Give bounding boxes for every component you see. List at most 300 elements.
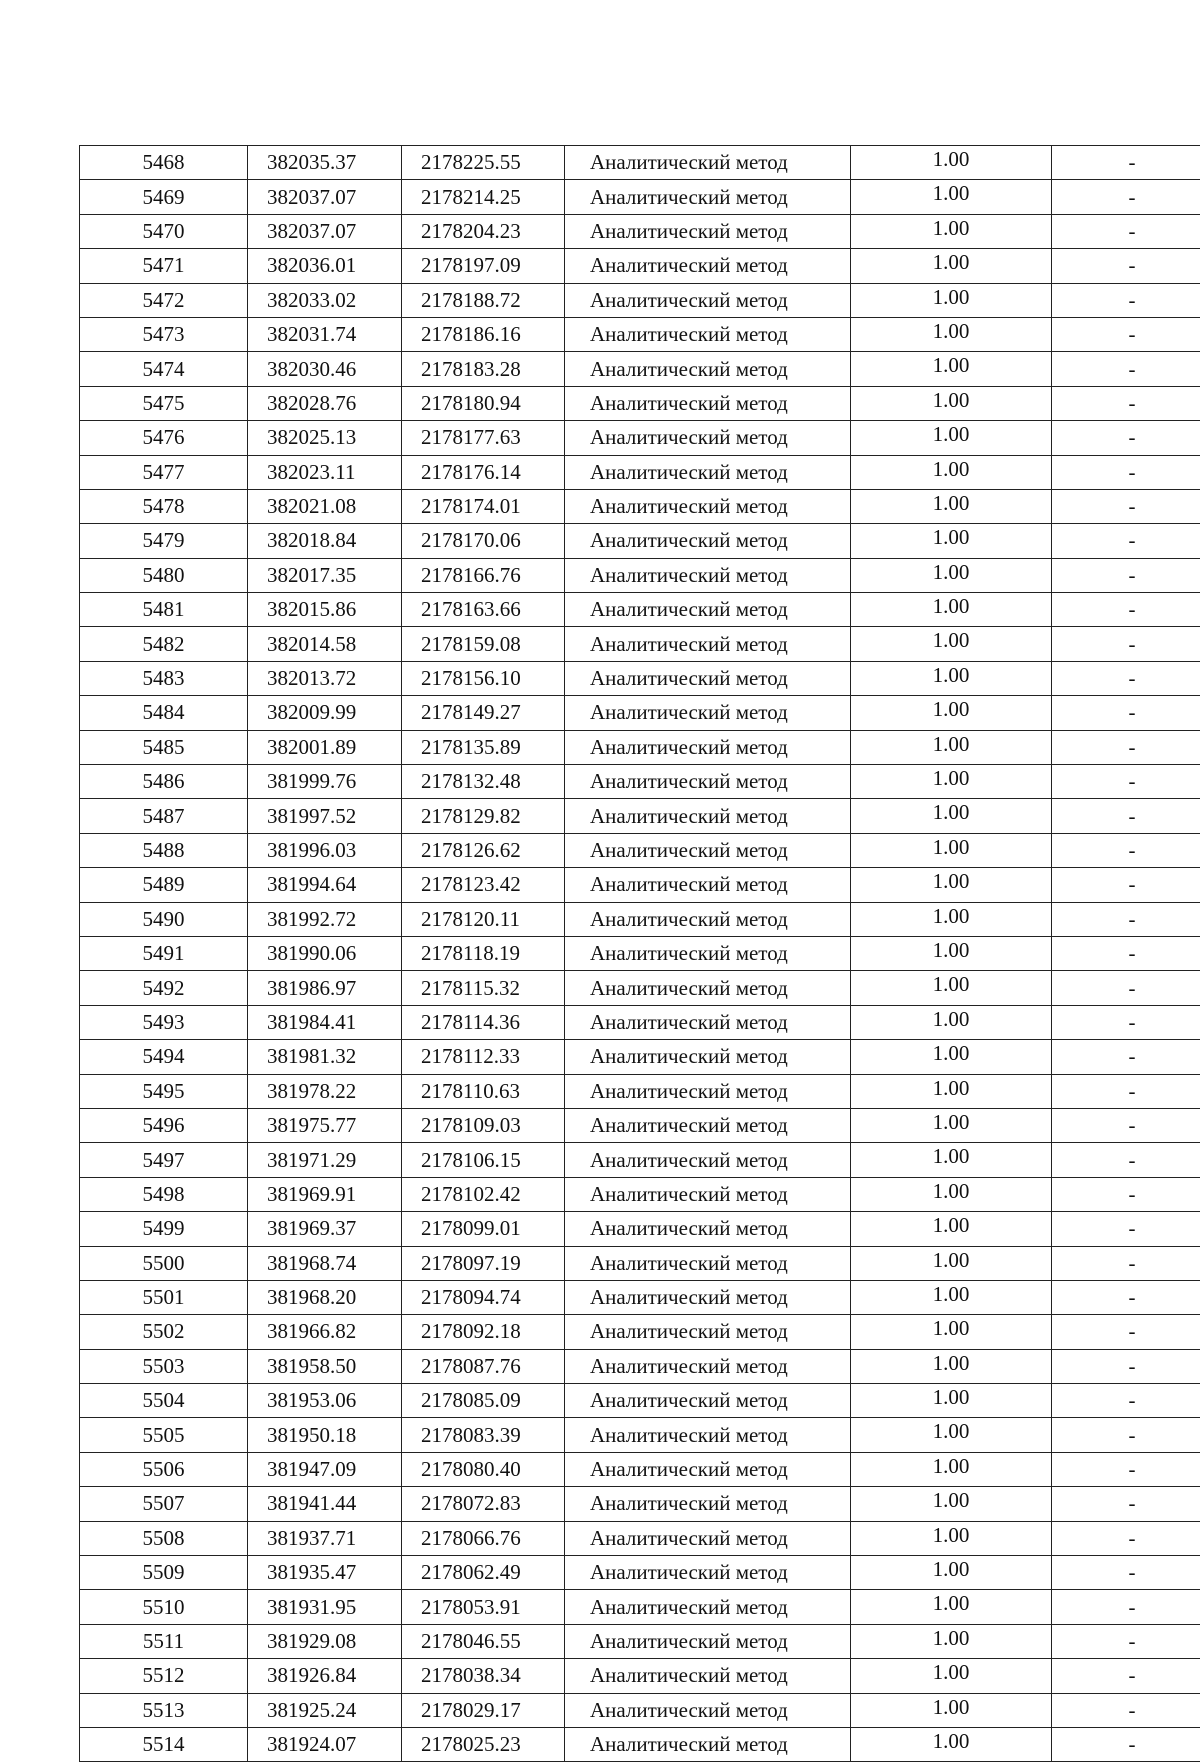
accuracy-cell: 1.00 [851, 1727, 1052, 1761]
accuracy-cell: 1.00 [851, 1143, 1052, 1177]
x-coordinate-cell: 381968.74 [248, 1246, 402, 1280]
table-row [80, 1315, 1200, 1349]
method-cell: Аналитический метод [565, 1727, 851, 1761]
method-cell: Аналитический метод [565, 352, 851, 386]
accuracy-cell: 1.00 [851, 1693, 1052, 1727]
point-number-cell: 5491 [80, 936, 248, 970]
point-number-cell: 5469 [80, 180, 248, 214]
y-coordinate-cell: 2178186.16 [402, 317, 565, 351]
x-coordinate-cell: 382037.07 [248, 214, 402, 248]
x-coordinate-cell: 381968.20 [248, 1280, 402, 1314]
accuracy-cell: 1.00 [851, 593, 1052, 627]
x-coordinate-cell: 382013.72 [248, 661, 402, 695]
accuracy-cell: 1.00 [851, 1418, 1052, 1452]
method-cell: Аналитический метод [565, 1005, 851, 1039]
x-coordinate-cell: 381984.41 [248, 1005, 402, 1039]
method-cell: Аналитический метод [565, 1040, 851, 1074]
accuracy-cell: 1.00 [851, 1659, 1052, 1693]
point-number-cell: 5500 [80, 1246, 248, 1280]
note-cell: - [1052, 1108, 1200, 1142]
note-cell: - [1052, 1143, 1200, 1177]
method-cell: Аналитический метод [565, 730, 851, 764]
table-row [80, 455, 1200, 489]
method-cell: Аналитический метод [565, 1143, 851, 1177]
table-row [80, 1143, 1200, 1177]
point-number-cell: 5511 [80, 1624, 248, 1658]
table-row [80, 1005, 1200, 1039]
table-row [80, 1487, 1200, 1521]
x-coordinate-cell: 382014.58 [248, 627, 402, 661]
note-cell: - [1052, 799, 1200, 833]
y-coordinate-cell: 2178029.17 [402, 1693, 565, 1727]
note-cell: - [1052, 1349, 1200, 1383]
point-number-cell: 5489 [80, 868, 248, 902]
x-coordinate-cell: 381931.95 [248, 1590, 402, 1624]
accuracy-cell: 1.00 [851, 1315, 1052, 1349]
method-cell: Аналитический метод [565, 833, 851, 867]
point-number-cell: 5472 [80, 283, 248, 317]
method-cell: Аналитический метод [565, 1246, 851, 1280]
accuracy-cell: 1.00 [851, 799, 1052, 833]
point-number-cell: 5512 [80, 1659, 248, 1693]
note-cell: - [1052, 1418, 1200, 1452]
table-row [80, 971, 1200, 1005]
note-cell: - [1052, 1040, 1200, 1074]
accuracy-cell: 1.00 [851, 1177, 1052, 1211]
note-cell: - [1052, 489, 1200, 523]
method-cell: Аналитический метод [565, 1590, 851, 1624]
accuracy-cell: 1.00 [851, 524, 1052, 558]
accuracy-cell: 1.00 [851, 902, 1052, 936]
y-coordinate-cell: 2178080.40 [402, 1452, 565, 1486]
y-coordinate-cell: 2178110.63 [402, 1074, 565, 1108]
accuracy-cell: 1.00 [851, 489, 1052, 523]
table-row [80, 214, 1200, 248]
x-coordinate-cell: 382025.13 [248, 421, 402, 455]
note-cell: - [1052, 1246, 1200, 1280]
y-coordinate-cell: 2178174.01 [402, 489, 565, 523]
x-coordinate-cell: 381981.32 [248, 1040, 402, 1074]
point-number-cell: 5508 [80, 1521, 248, 1555]
x-coordinate-cell: 382031.74 [248, 317, 402, 351]
method-cell: Аналитический метод [565, 1556, 851, 1590]
accuracy-cell: 1.00 [851, 627, 1052, 661]
x-coordinate-cell: 382037.07 [248, 180, 402, 214]
accuracy-cell: 1.00 [851, 1487, 1052, 1521]
y-coordinate-cell: 2178112.33 [402, 1040, 565, 1074]
y-coordinate-cell: 2178180.94 [402, 386, 565, 420]
y-coordinate-cell: 2178025.23 [402, 1727, 565, 1761]
note-cell: - [1052, 833, 1200, 867]
note-cell: - [1052, 1452, 1200, 1486]
method-cell: Аналитический метод [565, 1212, 851, 1246]
method-cell: Аналитический метод [565, 249, 851, 283]
note-cell: - [1052, 1727, 1200, 1761]
table-row [80, 1659, 1200, 1693]
point-number-cell: 5484 [80, 696, 248, 730]
note-cell: - [1052, 1624, 1200, 1658]
table-row [80, 1624, 1200, 1658]
method-cell: Аналитический метод [565, 971, 851, 1005]
y-coordinate-cell: 2178126.62 [402, 833, 565, 867]
table-row [80, 661, 1200, 695]
y-coordinate-cell: 2178094.74 [402, 1280, 565, 1314]
point-number-cell: 5490 [80, 902, 248, 936]
y-coordinate-cell: 2178156.10 [402, 661, 565, 695]
table-row [80, 627, 1200, 661]
x-coordinate-cell: 381925.24 [248, 1693, 402, 1727]
note-cell: - [1052, 1177, 1200, 1211]
y-coordinate-cell: 2178092.18 [402, 1315, 565, 1349]
y-coordinate-cell: 2178072.83 [402, 1487, 565, 1521]
note-cell: - [1052, 730, 1200, 764]
note-cell: - [1052, 868, 1200, 902]
y-coordinate-cell: 2178062.49 [402, 1556, 565, 1590]
note-cell: - [1052, 524, 1200, 558]
point-number-cell: 5514 [80, 1727, 248, 1761]
accuracy-cell: 1.00 [851, 455, 1052, 489]
accuracy-cell: 1.00 [851, 1040, 1052, 1074]
method-cell: Аналитический метод [565, 489, 851, 523]
table-row [80, 1418, 1200, 1452]
x-coordinate-cell: 381994.64 [248, 868, 402, 902]
y-coordinate-cell: 2178225.55 [402, 146, 565, 180]
y-coordinate-cell: 2178132.48 [402, 765, 565, 799]
table-row [80, 1349, 1200, 1383]
table-row [80, 868, 1200, 902]
accuracy-cell: 1.00 [851, 730, 1052, 764]
method-cell: Аналитический метод [565, 1315, 851, 1349]
x-coordinate-cell: 382033.02 [248, 283, 402, 317]
table-row [80, 799, 1200, 833]
method-cell: Аналитический метод [565, 180, 851, 214]
accuracy-cell: 1.00 [851, 1212, 1052, 1246]
point-number-cell: 5471 [80, 249, 248, 283]
note-cell: - [1052, 249, 1200, 283]
point-number-cell: 5474 [80, 352, 248, 386]
point-number-cell: 5496 [80, 1108, 248, 1142]
point-number-cell: 5509 [80, 1556, 248, 1590]
table-row [80, 730, 1200, 764]
table-row [80, 249, 1200, 283]
note-cell: - [1052, 1074, 1200, 1108]
accuracy-cell: 1.00 [851, 833, 1052, 867]
method-cell: Аналитический метод [565, 455, 851, 489]
method-cell: Аналитический метод [565, 146, 851, 180]
accuracy-cell: 1.00 [851, 765, 1052, 799]
x-coordinate-cell: 381971.29 [248, 1143, 402, 1177]
note-cell: - [1052, 214, 1200, 248]
method-cell: Аналитический метод [565, 1108, 851, 1142]
table-row [80, 1074, 1200, 1108]
method-cell: Аналитический метод [565, 902, 851, 936]
point-number-cell: 5468 [80, 146, 248, 180]
table-row [80, 421, 1200, 455]
table-row [80, 1556, 1200, 1590]
x-coordinate-cell: 381941.44 [248, 1487, 402, 1521]
point-number-cell: 5498 [80, 1177, 248, 1211]
point-number-cell: 5495 [80, 1074, 248, 1108]
y-coordinate-cell: 2178118.19 [402, 936, 565, 970]
accuracy-cell: 1.00 [851, 1108, 1052, 1142]
point-number-cell: 5475 [80, 386, 248, 420]
point-number-cell: 5486 [80, 765, 248, 799]
point-number-cell: 5481 [80, 593, 248, 627]
point-number-cell: 5488 [80, 833, 248, 867]
table-row [80, 317, 1200, 351]
x-coordinate-cell: 381997.52 [248, 799, 402, 833]
x-coordinate-cell: 381975.77 [248, 1108, 402, 1142]
y-coordinate-cell: 2178097.19 [402, 1246, 565, 1280]
accuracy-cell: 1.00 [851, 283, 1052, 317]
point-number-cell: 5487 [80, 799, 248, 833]
point-number-cell: 5507 [80, 1487, 248, 1521]
note-cell: - [1052, 283, 1200, 317]
note-cell: - [1052, 593, 1200, 627]
y-coordinate-cell: 2178115.32 [402, 971, 565, 1005]
x-coordinate-cell: 382021.08 [248, 489, 402, 523]
x-coordinate-cell: 381969.37 [248, 1212, 402, 1246]
x-coordinate-cell: 382035.37 [248, 146, 402, 180]
y-coordinate-cell: 2178083.39 [402, 1418, 565, 1452]
accuracy-cell: 1.00 [851, 971, 1052, 1005]
x-coordinate-cell: 381950.18 [248, 1418, 402, 1452]
x-coordinate-cell: 381953.06 [248, 1384, 402, 1418]
point-number-cell: 5480 [80, 558, 248, 592]
x-coordinate-cell: 381990.06 [248, 936, 402, 970]
method-cell: Аналитический метод [565, 593, 851, 627]
note-cell: - [1052, 765, 1200, 799]
y-coordinate-cell: 2178188.72 [402, 283, 565, 317]
table-row [80, 902, 1200, 936]
method-cell: Аналитический метод [565, 1384, 851, 1418]
note-cell: - [1052, 1659, 1200, 1693]
y-coordinate-cell: 2178214.25 [402, 180, 565, 214]
table-row [80, 593, 1200, 627]
point-number-cell: 5478 [80, 489, 248, 523]
point-number-cell: 5499 [80, 1212, 248, 1246]
point-number-cell: 5477 [80, 455, 248, 489]
table-row [80, 352, 1200, 386]
note-cell: - [1052, 180, 1200, 214]
table-row [80, 146, 1200, 180]
point-number-cell: 5502 [80, 1315, 248, 1349]
method-cell: Аналитический метод [565, 765, 851, 799]
method-cell: Аналитический метод [565, 421, 851, 455]
accuracy-cell: 1.00 [851, 1005, 1052, 1039]
coordinates-table-body [80, 146, 1200, 1762]
method-cell: Аналитический метод [565, 696, 851, 730]
accuracy-cell: 1.00 [851, 661, 1052, 695]
accuracy-cell: 1.00 [851, 1590, 1052, 1624]
table-row [80, 1177, 1200, 1211]
y-coordinate-cell: 2178135.89 [402, 730, 565, 764]
accuracy-cell: 1.00 [851, 146, 1052, 180]
table-row [80, 765, 1200, 799]
method-cell: Аналитический метод [565, 1624, 851, 1658]
x-coordinate-cell: 382030.46 [248, 352, 402, 386]
note-cell: - [1052, 558, 1200, 592]
x-coordinate-cell: 381958.50 [248, 1349, 402, 1383]
note-cell: - [1052, 1280, 1200, 1314]
table-row [80, 1212, 1200, 1246]
method-cell: Аналитический метод [565, 661, 851, 695]
accuracy-cell: 1.00 [851, 317, 1052, 351]
y-coordinate-cell: 2178183.28 [402, 352, 565, 386]
x-coordinate-cell: 381947.09 [248, 1452, 402, 1486]
point-number-cell: 5505 [80, 1418, 248, 1452]
point-number-cell: 5485 [80, 730, 248, 764]
table-row [80, 489, 1200, 523]
x-coordinate-cell: 382009.99 [248, 696, 402, 730]
y-coordinate-cell: 2178102.42 [402, 1177, 565, 1211]
method-cell: Аналитический метод [565, 1280, 851, 1314]
accuracy-cell: 1.00 [851, 180, 1052, 214]
accuracy-cell: 1.00 [851, 421, 1052, 455]
x-coordinate-cell: 381969.91 [248, 1177, 402, 1211]
note-cell: - [1052, 1315, 1200, 1349]
table-row [80, 1108, 1200, 1142]
note-cell: - [1052, 455, 1200, 489]
accuracy-cell: 1.00 [851, 1074, 1052, 1108]
note-cell: - [1052, 971, 1200, 1005]
note-cell: - [1052, 1487, 1200, 1521]
y-coordinate-cell: 2178106.15 [402, 1143, 565, 1177]
table-row [80, 696, 1200, 730]
table-row [80, 558, 1200, 592]
point-number-cell: 5497 [80, 1143, 248, 1177]
method-cell: Аналитический метод [565, 1418, 851, 1452]
table-row [80, 1040, 1200, 1074]
y-coordinate-cell: 2178046.55 [402, 1624, 565, 1658]
accuracy-cell: 1.00 [851, 1521, 1052, 1555]
y-coordinate-cell: 2178166.76 [402, 558, 565, 592]
y-coordinate-cell: 2178109.03 [402, 1108, 565, 1142]
x-coordinate-cell: 381999.76 [248, 765, 402, 799]
method-cell: Аналитический метод [565, 1177, 851, 1211]
accuracy-cell: 1.00 [851, 249, 1052, 283]
x-coordinate-cell: 382018.84 [248, 524, 402, 558]
accuracy-cell: 1.00 [851, 1246, 1052, 1280]
note-cell: - [1052, 421, 1200, 455]
point-number-cell: 5503 [80, 1349, 248, 1383]
x-coordinate-cell: 381924.07 [248, 1727, 402, 1761]
note-cell: - [1052, 1005, 1200, 1039]
y-coordinate-cell: 2178170.06 [402, 524, 565, 558]
x-coordinate-cell: 381978.22 [248, 1074, 402, 1108]
point-number-cell: 5513 [80, 1693, 248, 1727]
accuracy-cell: 1.00 [851, 214, 1052, 248]
table-row [80, 386, 1200, 420]
x-coordinate-cell: 381935.47 [248, 1556, 402, 1590]
point-number-cell: 5479 [80, 524, 248, 558]
point-number-cell: 5510 [80, 1590, 248, 1624]
x-coordinate-cell: 381937.71 [248, 1521, 402, 1555]
note-cell: - [1052, 902, 1200, 936]
method-cell: Аналитический метод [565, 524, 851, 558]
note-cell: - [1052, 1212, 1200, 1246]
method-cell: Аналитический метод [565, 1452, 851, 1486]
method-cell: Аналитический метод [565, 386, 851, 420]
table-row [80, 1384, 1200, 1418]
x-coordinate-cell: 382017.35 [248, 558, 402, 592]
accuracy-cell: 1.00 [851, 386, 1052, 420]
x-coordinate-cell: 382036.01 [248, 249, 402, 283]
note-cell: - [1052, 1384, 1200, 1418]
method-cell: Аналитический метод [565, 868, 851, 902]
method-cell: Аналитический метод [565, 317, 851, 351]
accuracy-cell: 1.00 [851, 558, 1052, 592]
y-coordinate-cell: 2178099.01 [402, 1212, 565, 1246]
note-cell: - [1052, 936, 1200, 970]
table-row [80, 936, 1200, 970]
y-coordinate-cell: 2178159.08 [402, 627, 565, 661]
method-cell: Аналитический метод [565, 283, 851, 317]
table-row [80, 1452, 1200, 1486]
y-coordinate-cell: 2178176.14 [402, 455, 565, 489]
point-number-cell: 5493 [80, 1005, 248, 1039]
x-coordinate-cell: 382001.89 [248, 730, 402, 764]
accuracy-cell: 1.00 [851, 1384, 1052, 1418]
y-coordinate-cell: 2178177.63 [402, 421, 565, 455]
note-cell: - [1052, 1590, 1200, 1624]
method-cell: Аналитический метод [565, 936, 851, 970]
method-cell: Аналитический метод [565, 214, 851, 248]
note-cell: - [1052, 661, 1200, 695]
table-row [80, 1693, 1200, 1727]
table-row [80, 1521, 1200, 1555]
y-coordinate-cell: 2178053.91 [402, 1590, 565, 1624]
x-coordinate-cell: 381996.03 [248, 833, 402, 867]
accuracy-cell: 1.00 [851, 1624, 1052, 1658]
note-cell: - [1052, 1556, 1200, 1590]
note-cell: - [1052, 386, 1200, 420]
y-coordinate-cell: 2178085.09 [402, 1384, 565, 1418]
accuracy-cell: 1.00 [851, 1452, 1052, 1486]
table-row [80, 1280, 1200, 1314]
table-row [80, 1246, 1200, 1280]
accuracy-cell: 1.00 [851, 1556, 1052, 1590]
x-coordinate-cell: 381992.72 [248, 902, 402, 936]
point-number-cell: 5473 [80, 317, 248, 351]
x-coordinate-cell: 381926.84 [248, 1659, 402, 1693]
accuracy-cell: 1.00 [851, 352, 1052, 386]
accuracy-cell: 1.00 [851, 1349, 1052, 1383]
point-number-cell: 5501 [80, 1280, 248, 1314]
note-cell: - [1052, 317, 1200, 351]
x-coordinate-cell: 382028.76 [248, 386, 402, 420]
method-cell: Аналитический метод [565, 1074, 851, 1108]
table-row [80, 1590, 1200, 1624]
table-row [80, 833, 1200, 867]
point-number-cell: 5494 [80, 1040, 248, 1074]
y-coordinate-cell: 2178114.36 [402, 1005, 565, 1039]
x-coordinate-cell: 381966.82 [248, 1315, 402, 1349]
method-cell: Аналитический метод [565, 1659, 851, 1693]
point-number-cell: 5482 [80, 627, 248, 661]
y-coordinate-cell: 2178120.11 [402, 902, 565, 936]
table-row [80, 524, 1200, 558]
x-coordinate-cell: 382023.11 [248, 455, 402, 489]
method-cell: Аналитический метод [565, 558, 851, 592]
method-cell: Аналитический метод [565, 1693, 851, 1727]
accuracy-cell: 1.00 [851, 936, 1052, 970]
y-coordinate-cell: 2178197.09 [402, 249, 565, 283]
y-coordinate-cell: 2178123.42 [402, 868, 565, 902]
x-coordinate-cell: 381986.97 [248, 971, 402, 1005]
y-coordinate-cell: 2178163.66 [402, 593, 565, 627]
accuracy-cell: 1.00 [851, 868, 1052, 902]
